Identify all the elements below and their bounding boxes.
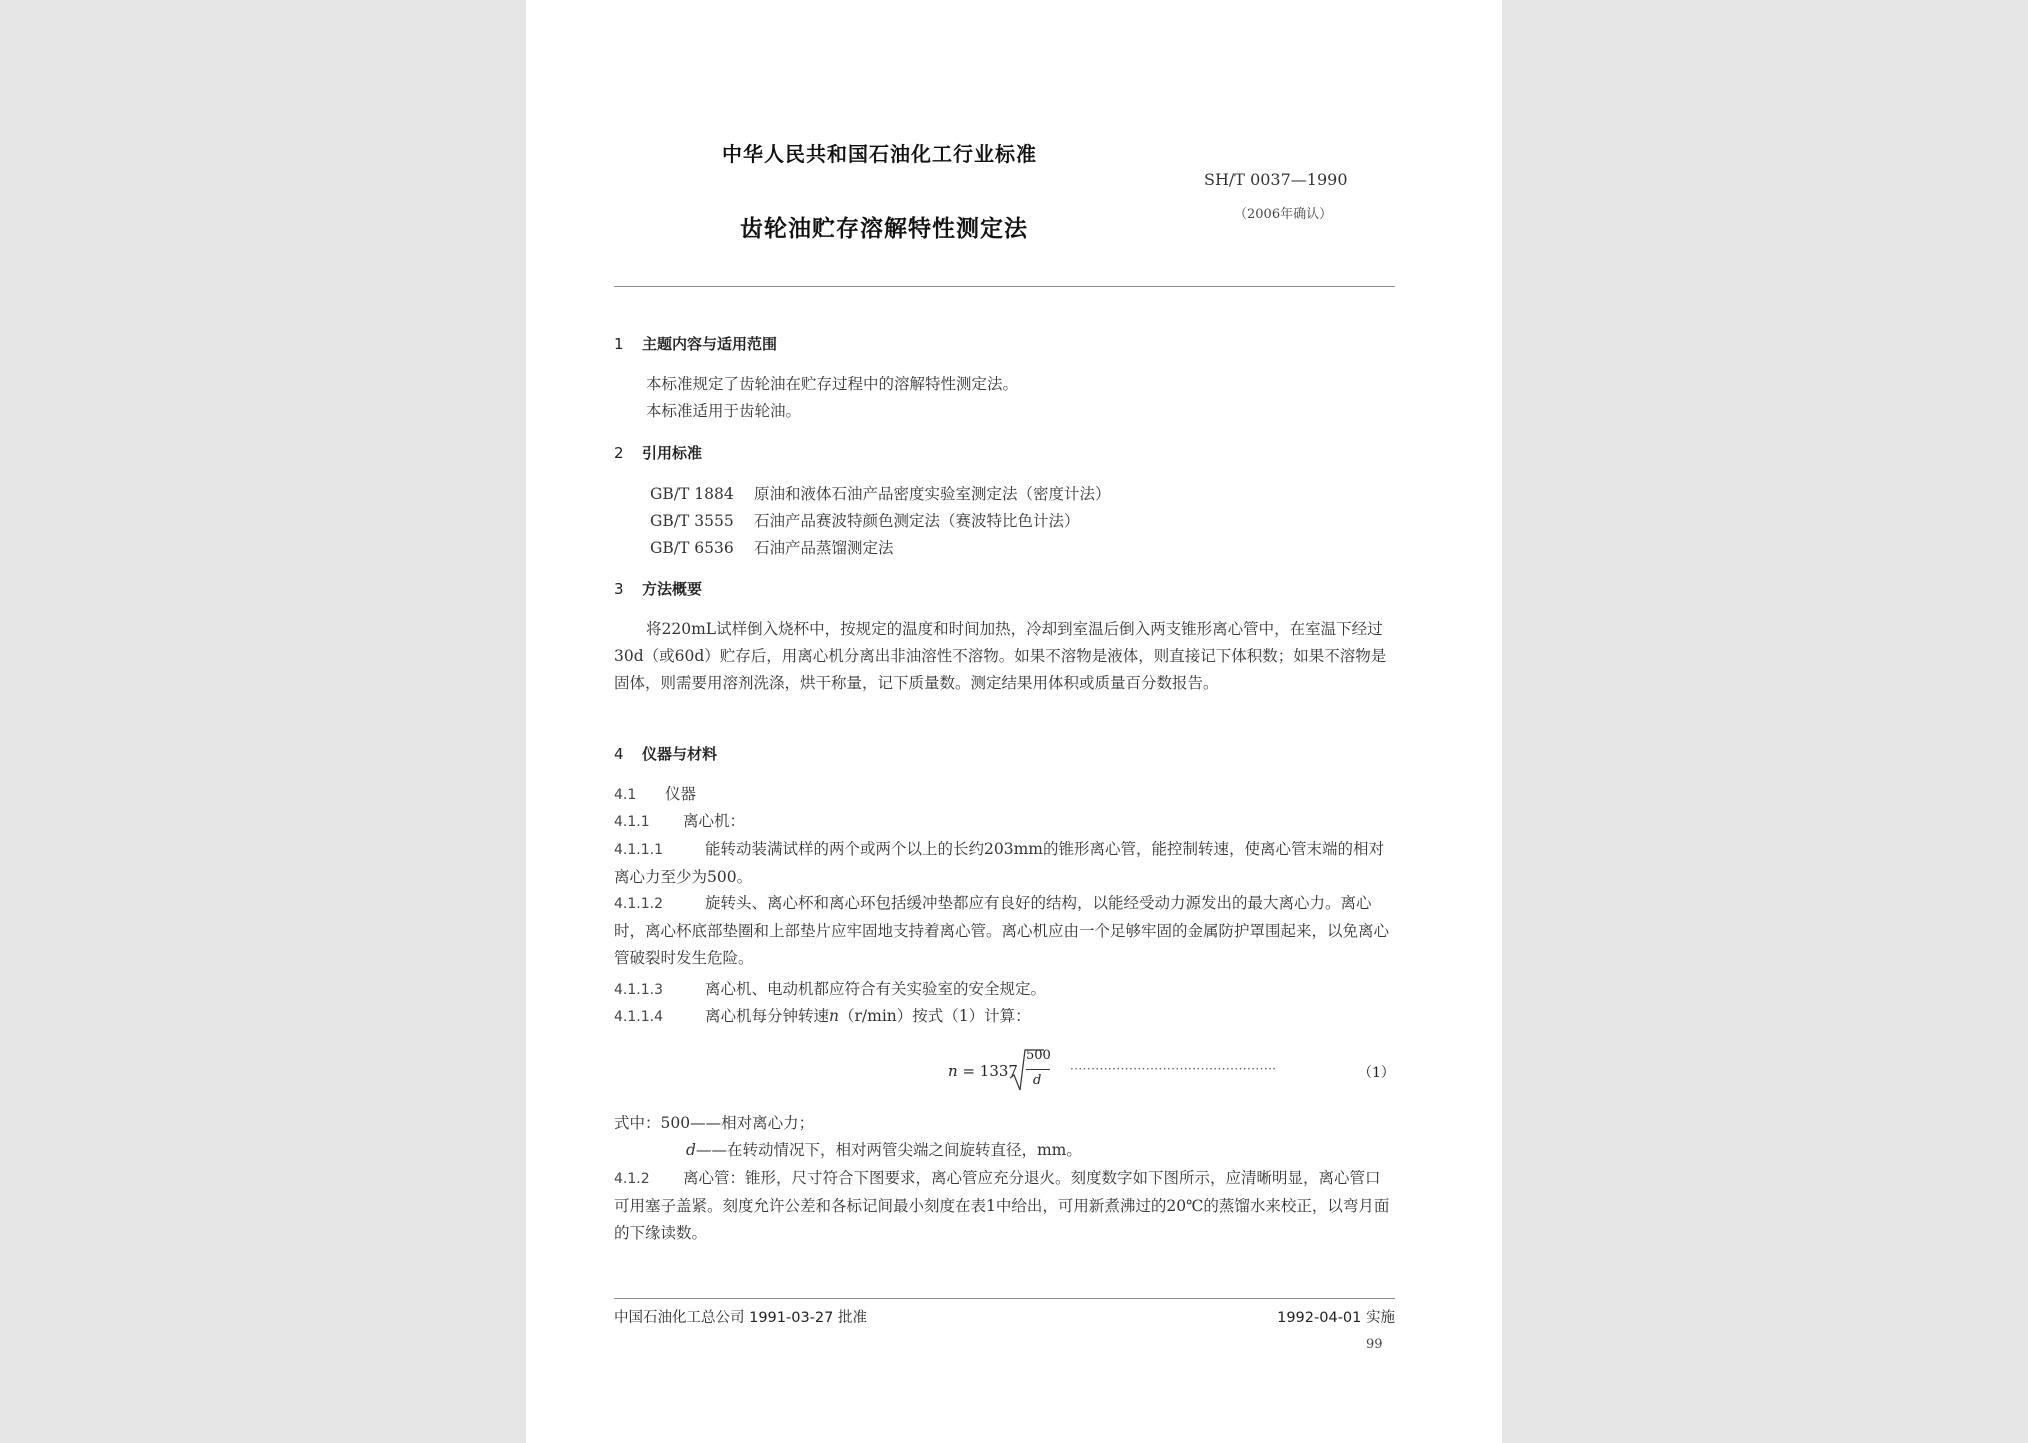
clause-4-1-1-3: [614, 977, 1046, 999]
clause-text: 离心机：: [683, 812, 746, 830]
standard-code: SH/T 0037—1990: [1204, 170, 1348, 189]
clause-4-1: [614, 782, 696, 804]
reference-title: 石油产品蒸馏测定法: [754, 539, 894, 557]
clause-4-1-1-1: [614, 836, 1395, 891]
reference-title: 石油产品赛波特颜色测定法（赛波特比色计法）: [754, 512, 1080, 530]
clause-4-1-1: [614, 809, 745, 831]
clause-text: 能转动装满试样的两个或两个以上的长约203mm的锥形离心管，能控制转速，使离心管末端的相对离心力至少为500。: [614, 840, 1384, 886]
clause-number: 4.1.1.1: [614, 842, 663, 858]
clause-number: 4.1.2: [614, 1171, 650, 1187]
reference-code: GB/T 1884: [650, 485, 734, 503]
formula-leader: ·················································: [1070, 1062, 1277, 1076]
header-divider: [614, 286, 1395, 287]
clause-4-1-1-4: [614, 1004, 1031, 1026]
page-number: 99: [1366, 1337, 1383, 1352]
variable-n: n: [948, 1062, 958, 1080]
clause-4-1-2: [614, 1165, 1395, 1247]
clause-text: 旋转头、离心杯和离心环包括缓冲垫都应有良好的结构，以能经受动力源发出的最大离心力。离心时，离心杯底部垫圈和上部垫片应牢固地支持着离心管。离心机应由一个足够牢固的金属防护罩围起来，以免离心管破裂时发生危险。: [614, 894, 1390, 967]
section-1-heading: [614, 333, 777, 354]
formula-numerator: 500: [1026, 1048, 1051, 1063]
footer-divider: [614, 1298, 1395, 1299]
clause-number: 4.1.1.3: [614, 982, 663, 998]
clause-number: 4.1.1.4: [614, 1009, 663, 1025]
section-number: 2: [614, 444, 624, 462]
reference-code: GB/T 3555: [650, 512, 734, 530]
clause-number: 4.1.1: [614, 814, 650, 830]
where-item: ——在转动情况下，相对两管尖端之间旋转直径，mm。: [695, 1141, 1082, 1159]
where-item: 500——相对离心力；: [660, 1114, 815, 1132]
effective-date: 1992-04-01 实施: [1277, 1310, 1395, 1326]
where-prefix: 式中：: [614, 1114, 661, 1132]
section-number: 3: [614, 580, 624, 598]
clause-text: 仪器: [665, 785, 697, 803]
clause-text: 离心机、电动机都应符合有关实验室的安全规定。: [705, 980, 1047, 998]
clause-text: 离心机每分钟转速: [705, 1007, 830, 1025]
where-line-2: [686, 1138, 1082, 1160]
clause-text: （r/min）按式（1）计算：: [839, 1007, 1031, 1025]
clause-4-1-1-2: [614, 890, 1395, 972]
reference-code: GB/T 6536: [650, 539, 734, 557]
formula: [948, 1046, 1398, 1096]
formula-number: （1）: [1358, 1065, 1395, 1081]
reference-row: [650, 482, 1111, 504]
section-number: 1: [614, 335, 624, 353]
document-title: 齿轮油贮存溶解特性测定法: [740, 216, 1028, 242]
variable-d: d: [686, 1141, 696, 1159]
approval-note: 中国石油化工总公司 1991-03-27 批准: [614, 1310, 867, 1326]
where-line-1: [614, 1111, 814, 1133]
clause-text: 离心管：锥形，尺寸符合下图要求，离心管应充分退火。刻度数字如下图所示，应清晰明显，离心管口可用塞子盖紧。刻度允许公差和各标记间最小刻度在表1中给出，可用新煮沸过的20℃的蒸馏水来校正，以弯月面的下缘读数。: [614, 1169, 1390, 1242]
fraction-bar: [1026, 1069, 1050, 1070]
formula-coefficient: = 1337: [957, 1062, 1018, 1080]
reference-title: 原油和液体石油产品密度实验室测定法（密度计法）: [754, 485, 1111, 503]
section-3-paragraph: 将220mL试样倒入烧杯中，按规定的温度和时间加热，冷却到室温后倒入两支锥形离心管中，在室温下经过30d（或60d）贮存后，用离心机分离出非油溶性不溶物。如果不溶物是液体，则直接记下体积数；如果不溶物是固体，则需要用溶剂洗涤，烘干称量，记下质量数。测定结果用体积或质量百分数报告。: [614, 620, 1387, 692]
section-4-heading: [614, 743, 717, 764]
reaffirm-note: （2006年确认）: [1234, 207, 1333, 222]
reference-row: [650, 536, 894, 558]
reference-row: [650, 509, 1080, 531]
section-3-heading: [614, 578, 702, 599]
org-title: 中华人民共和国石油化工行业标准: [722, 142, 1037, 166]
document-page: [526, 0, 1502, 1443]
variable-n: n: [829, 1007, 839, 1025]
section-1-line: 本标准适用于齿轮油。: [646, 402, 802, 420]
section-title: 仪器与材料: [642, 745, 718, 763]
section-2-heading: [614, 442, 702, 463]
clause-number: 4.1: [614, 787, 637, 803]
section-title: 方法概要: [642, 580, 703, 598]
formula-denominator: d: [1033, 1073, 1042, 1088]
section-title: 引用标准: [642, 444, 703, 462]
section-number: 4: [614, 745, 624, 763]
section-1-line: 本标准规定了齿轮油在贮存过程中的溶解特性测定法。: [646, 375, 1019, 393]
section-title: 主题内容与适用范围: [642, 335, 778, 353]
clause-number: 4.1.1.2: [614, 896, 663, 912]
